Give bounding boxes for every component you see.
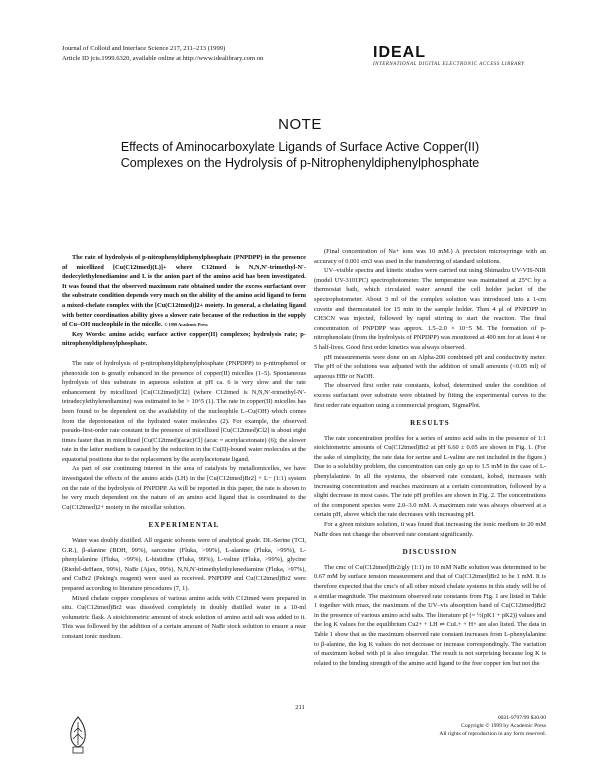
ideal-logo-tagline: INTERNATIONAL DIGITAL ELECTRONIC ACCESS LIBRARY [373, 62, 525, 67]
page-number: 211 [295, 704, 305, 711]
experimental-heading: EXPERIMENTAL [148, 521, 220, 530]
methods-paragraph-3: pH measurements were done on an Alpha-200 combined pH and conductivity meter. The pH of the solutions was adjusted with the addition of small amounts (<0.05 ml) of aqueous HBr or NaOH. [314, 353, 546, 380]
abstract-text: The rate of hydrolysis of p-nitrophenyldiphenylphosphate (PNPDPP) in the presence of micellized [Cu(C12tmed)(L)]+ where C12tmed is N,N,N′-trimethyl-N′-dodecylethylenediamine and L is the anion part of the amino acid has been investigated. It was found that the observed maximum rate obtained under the excess surfactant over the substrate condition depends very much on the ability of the amino acid ligand to form a mixed-chelate complex with the [Cu(C12tmed)]2+ moiety. In general, a chelating ligand with better coordination ability gives a slower rate because of the reduction in the supply of Cu–OH nucleophile in the micelle. [62, 254, 306, 329]
intro-paragraph-1: The rate of hydrolysis of p-nitrophenyldiphenylphosphate (PNPDPP) to p-nitrophenol or phenoxide ion is greatly enhanced in the presence of copper(II) micelles (1–5). Spontaneous hydrolysis of this substrate in aqueous solution at pH ca. 6 is very slow and the rate enhancement by micellized [Cu(C12tmed)Cl2] (where C12tmed is N,N,N′-trimethyl-N′-tetradecylethylenediamine) was estimated to be > 10^5 (1). The rate in copper(II) micelles has been found to be dependent on the availability of the nucleophile L–Cu(OH) which comes from the deprotonation of the hydrated water molecules (2). For example, the observed pseudo-first-order rate constant in the presence of micellized [Cu(C12tmed)Cl2] is about eight times faster than in micellized [Cu(C12tmed)(acac)Cl] (acac = acetylacetonate) (6); the slower rate in the latter medium is caused by the reduction in the Cu(II)-bound water molecules at the equatorial positions due to the replacement by the acetylacetonate ligand. [62, 359, 306, 463]
results-paragraph-1: The rate concentration profiles for a series of amino acid salts in the presence of 1:1 stoichiometric amounts of Cu(C12tmed)Br2 at pH 6.60 ± 0.05 are shown in Fig. 1. (For the sake of simplicity, the rate data for serine and L-valine are not included in the figure.) Due to a solubility problem, the concentration can only go up to 1.5 mM in the case of L-phenylalanine. In all the systems, the observed rate constant, kobsd, increases with increasing concentration and reaches maximum at a certain concentration, followed by a slight decrease in most cases. The rate pH profiles are shown in Fig. 2. The concentrations of the component species were 2.0–3.0 mM. A maximum rate was always observed at a certain pH, above which the rate decreases with increasing pH. [314, 434, 546, 519]
article-title [60, 139, 540, 171]
experimental-paragraph-1: Water was doubly distilled. All organic solvents were of analytical grade. DL-Serine (TCI, G.R.), β-alanine (BDH, 99%), sarcosine (Fluka, >99%), L-alanine (Fluka, >99%), L-phenylalanine (Fluka, >99%), L-histidine (Fluka, 99%), L-valine (Fluka, >99%), glycine (Riedel-deHaen, 99%), NaBr (Ajax, 99%), N,N,N′-trimethylethylenediamine (Fluka, >97%), and CuBr2 (Peking's reagent) were used as received. PNPDPP and Cu(C12tmed)Br2 were prepared according to literature procedures (7, 1). [62, 537, 306, 592]
methods-paragraph-4: The observed first order rate constants, kobsd, determined under the condition of excess surfactant over substrate were obtained by fitting the experimental curves to the first order rate equation using a commercial program, SigmaPlot. [314, 382, 546, 409]
right-column [314, 247, 546, 668]
ideal-logo-wordmark: IDEAL [373, 44, 426, 61]
methods-paragraph-1: (Final concentration of Na+ ions was 10 mM.) A precision microsyringe with an accuracy of 0.001 cm3 was used in the transferring of standard solutions. [314, 248, 546, 265]
results-paragraph-2: For a given mixture solution, it was found that increasing the ionic medium to 20 mM NaBr does not change the observed rate constant significantly. [314, 521, 546, 538]
methods-paragraph-2: UV–visible spectra and kinetic studies were carried out using Shimadzu UV-VIS-NIR (model UV-3101PC) spectrophotometer. The temperature was maintained at 25°C by a thermostat bath, which circulated water around the cell holder jacket of the spectrophotometer. About 3 ml of the complex solution was introduced into a 1-cm cuvette and thermostated for 15 min in the sample holder. Then 4 μl of PNPDPP in CH3CN was injected, followed by rapid stirring to start the reaction. The final concentration of PNPDPP was approx. 1.5–2.0 × 10−5 M. The formation of p-nitrophenolate (from the hydrolysis of PNPDPP) was monitored at 400 nm for at least 4 or 5 half-lives. Good first order kinetics was always observed. [314, 267, 546, 351]
title-line-2: Complexes on the Hydrolysis of p-Nitrophenyldiphenylphosphate [120, 156, 480, 170]
copyright-footer [380, 714, 546, 738]
footer-price-line: 0021-9797/99 $30.00 [497, 715, 546, 721]
results-heading: RESULTS [410, 419, 450, 428]
abstract [62, 253, 306, 330]
title-line-1: Effects of Aminocarboxylate Ligands of Surface Active Copper(II) [120, 140, 480, 154]
abstract-copyright: © 1999 Academic Press [164, 322, 208, 328]
footer-copyright-line: Copyright © 1999 by Academic Press [461, 723, 546, 729]
journal-header [62, 44, 362, 63]
discussion-heading: DISCUSSION [402, 548, 458, 557]
ideal-logo [373, 44, 538, 70]
article-id-line: Article ID jcis.1999.6320, available online at http://www.idealibrary.com on [62, 54, 264, 62]
intro-paragraph-2: As part of our continuing interest in the area of catalysis by metallomicelles, we have investigated the effects of the amino acids (LH) in the [Cu(C12tmed)Br2] + L− (1:1) system on the rate of the hydrolysis of PNPDPP. As will be reported in this paper, the rate is shown to be very much dependent on the nature of an amino acid ligand that is coordinated to the Cu(C12tmed)2+ moiety in the micellar solution. [62, 465, 306, 511]
footer-rights-line: All rights of reproduction in any form reserved. [439, 731, 546, 737]
discussion-paragraph-1: The cmc of Cu(C12tmed)Br2/gly (1:1) in 10 mM NaBr solution was determined to be 0.67 mM by surface tension measurement and that of Cu(C12tmed)Br2 to be 1 mM. It is therefore expected that the cmc's of all other mixed chelate systems in this study will be of a similar magnitude. The maximum observed rate constants from Fig. 1 are listed in Table 1 together with rmax, the maximum of the UV–vis absorption band of Cu(C12tmed)Br2 in the presence of various amino acid salts. The literature pI (= ½(pK1 + pK2)) values and the log K values for the equilibrium Cu2+ + LH ⇌ CuL+ + H+ are also listed. The data in Table 1 show that as the maximum observed rate constant increases from L-phenylalanine to β-alanine, the log K values do not decrease or increase correspondingly. The variation of maximum kobsd with pI is also irregular. The result is not surprising because log K is related to the binding strength of the amino acid ligand to the free copper ion but not the [314, 563, 546, 667]
ideal-logo-text [373, 44, 426, 62]
keywords: Key Words: amino acids; surface active copper(II) complexes; hydrolysis rate; p-nitrophenyldiphenylphosphate. [62, 330, 306, 348]
experimental-paragraph-2: Mixed chelate copper complexes of various amino acids with C12tmed were prepared in situ. Cu(C12tmed)Br2 was dissolved completely in doubly distilled water in a 10-ml volumetric flask. A stoichiometric amount of stock solution of amino acid salt was added to it. This was followed by the addition of a certain amount of NaBr stock solution to ensure a near constant ionic medium. [62, 594, 306, 640]
journal-citation: Journal of Colloid and Interface Science 217, 211–213 (1999) [62, 45, 226, 52]
publisher-emblem-icon [64, 714, 92, 756]
left-column [62, 253, 306, 642]
note-label: NOTE [278, 116, 322, 133]
